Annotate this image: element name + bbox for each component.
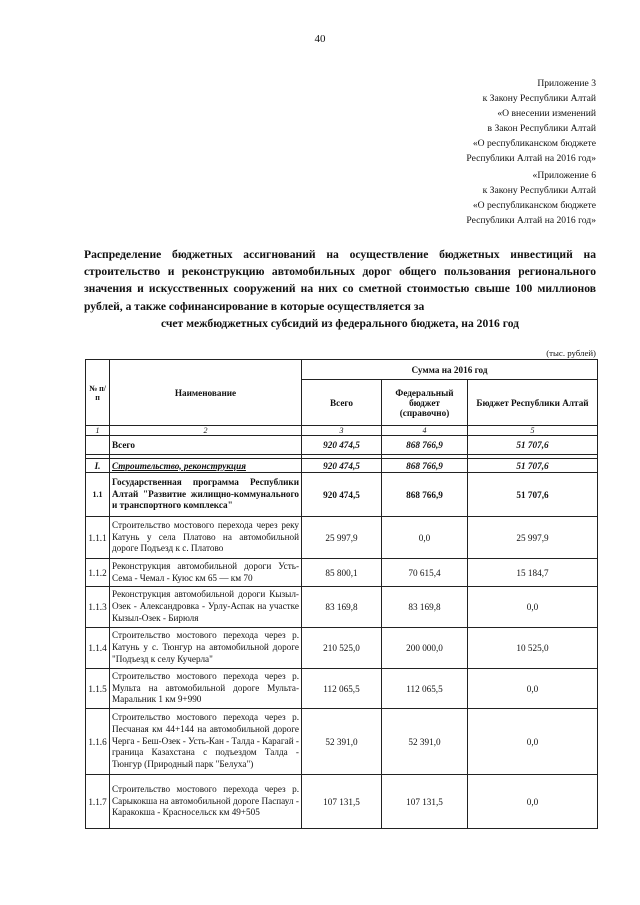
table-row xyxy=(86,517,598,559)
appendix-line: «О республиканском бюджете xyxy=(472,138,596,149)
row-name: Всего xyxy=(110,436,302,455)
row-republic: 0,0 xyxy=(468,709,598,775)
appendix-line: «О внесении изменений xyxy=(497,108,596,119)
header-no: № п/п xyxy=(86,360,110,426)
row-federal: 868 766,9 xyxy=(382,459,468,473)
row-republic: 51 707,6 xyxy=(468,473,598,517)
header-name: Наименование xyxy=(110,360,302,426)
appendix-line: Республики Алтай на 2016 год» xyxy=(466,153,596,164)
row-name: Строительство мостового перехода через реку Катунь у села Платово на автомобильной дороге Подъезд к с. Платово xyxy=(110,517,302,559)
table-row xyxy=(86,775,598,829)
row-name: Реконструкция автомобильной дороги Усть-Сема - Чемал - Куюс км 65 — км 70 xyxy=(110,559,302,587)
appendix-line: в Закон Республики Алтай xyxy=(487,123,596,134)
header-republic: Бюджет Республики Алтай xyxy=(468,380,598,426)
appendix-line: к Закону Республики Алтай xyxy=(482,93,596,104)
row-no: 1.1.7 xyxy=(86,775,110,829)
row-federal: 70 615,4 xyxy=(382,559,468,587)
row-federal: 112 065,5 xyxy=(382,669,468,709)
appendix-line: к Закону Республики Алтай xyxy=(482,185,596,196)
appendix-3-header xyxy=(466,76,596,166)
table-row xyxy=(86,587,598,628)
units-note: (тыс. рублей) xyxy=(546,348,596,358)
appendix-line: Приложение 3 xyxy=(537,78,596,89)
row-total: 25 997,9 xyxy=(302,517,382,559)
title-main: Распределение бюджетных ассигнований на осуществление бюджетных инвестиций на строительство и реконструкцию автомобильных дорог общего пользования регионального значения и искусственных сооружений на них со сметной стоимостью свыше 100 миллионов рублей, а также софинансирование в которые осуществляется за xyxy=(84,248,596,313)
budget-table xyxy=(85,359,598,829)
row-name: Строительство мостового перехода через р. Песчаная км 44+144 на автомобильной дороге Черга - Беш-Озек - Усть-Кан - Талда - Карагай - граница Казахстана с подъездом Талда - Тюнгур (Природный парк "Белуха") xyxy=(110,709,302,775)
row-total: 83 169,8 xyxy=(302,587,382,628)
row-name: Строительство мостового перехода через р. Катунь у с. Тюнгур на автомобильной дороге "Подъезд к селу Кучерла" xyxy=(110,628,302,669)
col-number: 5 xyxy=(468,426,598,436)
row-republic: 25 997,9 xyxy=(468,517,598,559)
row-total: 112 065,5 xyxy=(302,669,382,709)
row-no: 1.1 xyxy=(86,473,110,517)
table-row xyxy=(86,459,598,473)
row-republic: 0,0 xyxy=(468,669,598,709)
row-no: 1.1.6 xyxy=(86,709,110,775)
row-republic: 15 184,7 xyxy=(468,559,598,587)
table-row xyxy=(86,559,598,587)
row-name: Строительство, реконструкция xyxy=(110,459,302,473)
row-no: I. xyxy=(86,459,110,473)
appendix-line: «О республиканском бюджете xyxy=(472,200,596,211)
row-total: 920 474,5 xyxy=(302,473,382,517)
row-no: 1.1.1 xyxy=(86,517,110,559)
row-federal: 52 391,0 xyxy=(382,709,468,775)
row-name: Реконструкция автомобильной дороги Кызыл-Озек - Александровка - Урлу-Аспак на участке Кызыл-Озек - Бирюля xyxy=(110,587,302,628)
header-federal: Федеральный бюджет (справочно) xyxy=(382,380,468,426)
row-total: 920 474,5 xyxy=(302,459,382,473)
row-name: Строительство мостового перехода через р. Сарыкокша на автомобильной дороге Паспаул - Каракокша - Красносельск км 49+505 xyxy=(110,775,302,829)
row-total: 107 131,5 xyxy=(302,775,382,829)
row-federal: 107 131,5 xyxy=(382,775,468,829)
row-republic: 51 707,6 xyxy=(468,436,598,455)
table-row xyxy=(86,709,598,775)
row-republic: 51 707,6 xyxy=(468,459,598,473)
table-row xyxy=(86,628,598,669)
table-row xyxy=(86,436,598,455)
row-federal: 83 169,8 xyxy=(382,587,468,628)
header-sum: Сумма на 2016 год xyxy=(302,360,598,380)
col-number: 1 xyxy=(86,426,110,436)
row-federal: 868 766,9 xyxy=(382,436,468,455)
appendix-6-header xyxy=(466,168,596,228)
row-no: 1.1.3 xyxy=(86,587,110,628)
row-federal: 868 766,9 xyxy=(382,473,468,517)
title-last-line: счет межбюджетных субсидий из федерального бюджета, на 2016 год xyxy=(160,316,520,330)
row-name: Строительство мостового перехода через р. Мульта на автомобильной дороге Мульта-Маральник 1 км 9+990 xyxy=(110,669,302,709)
document-title xyxy=(84,246,596,332)
col-number: 4 xyxy=(382,426,468,436)
table-row xyxy=(86,669,598,709)
row-federal: 0,0 xyxy=(382,517,468,559)
header-total: Всего xyxy=(302,380,382,426)
row-no xyxy=(86,436,110,455)
page-number: 40 xyxy=(314,33,326,45)
row-no: 1.1.4 xyxy=(86,628,110,669)
row-name: Государственная программа Республики Алтай "Развитие жилищно-коммунального и транспортного комплекса" xyxy=(110,473,302,517)
row-no: 1.1.5 xyxy=(86,669,110,709)
row-republic: 0,0 xyxy=(468,775,598,829)
row-total: 52 391,0 xyxy=(302,709,382,775)
row-republic: 10 525,0 xyxy=(468,628,598,669)
row-total: 210 525,0 xyxy=(302,628,382,669)
appendix-line: Республики Алтай на 2016 год» xyxy=(466,215,596,226)
row-republic: 0,0 xyxy=(468,587,598,628)
row-total: 85 800,1 xyxy=(302,559,382,587)
table-row xyxy=(86,473,598,517)
row-no: 1.1.2 xyxy=(86,559,110,587)
col-number: 3 xyxy=(302,426,382,436)
appendix-line: «Приложение 6 xyxy=(532,170,596,181)
col-number: 2 xyxy=(110,426,302,436)
row-federal: 200 000,0 xyxy=(382,628,468,669)
row-total: 920 474,5 xyxy=(302,436,382,455)
